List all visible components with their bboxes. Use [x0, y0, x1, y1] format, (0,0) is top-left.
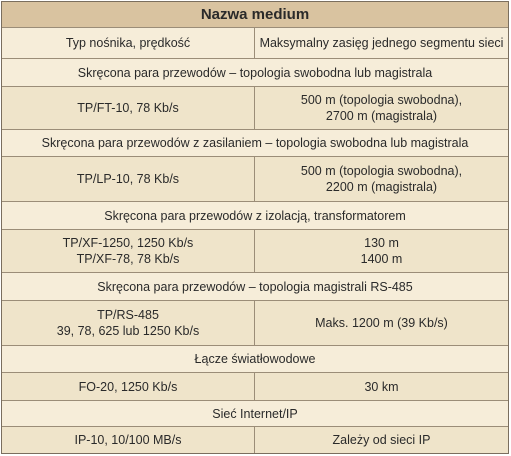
- table-row: [2, 301, 508, 346]
- table-row: [2, 87, 508, 130]
- range-line: 500 m (topologia swobodna),: [300, 93, 463, 107]
- range-cell: [255, 427, 508, 453]
- table-title-row: [2, 2, 508, 28]
- table-header-row: [2, 28, 508, 59]
- range-cell: [255, 230, 508, 272]
- range-cell: [255, 373, 508, 400]
- type-cell: [2, 301, 255, 345]
- range-line: 130 m: [364, 236, 399, 250]
- type-line: 39, 78, 625 lub 1250 Kb/s: [56, 324, 200, 338]
- header-range-label: Maksymalny zasięg jednego segmentu sieci: [259, 36, 504, 50]
- type-line: TP/RS-485: [97, 308, 159, 322]
- section-heading: Skręcona para przewodów z izolacją, transformatorem: [104, 208, 406, 223]
- section-heading: Skręcona para przewodów z zasilaniem – topologia swobodna lub magistrala: [41, 136, 469, 150]
- range-line: 2200 m (magistrala): [325, 180, 438, 194]
- section-heading-row: [2, 273, 508, 301]
- header-type-cell: [2, 28, 255, 58]
- header-range-cell: [255, 28, 508, 58]
- section-heading-row: [2, 130, 508, 157]
- range-line: 500 m (topologia swobodna),: [300, 164, 463, 178]
- table-title: Nazwa medium: [200, 6, 310, 23]
- range-line: Zależy od sieci IP: [332, 433, 431, 447]
- section-heading-row: [2, 346, 508, 373]
- table-row: [2, 427, 508, 453]
- table-row: [2, 157, 508, 202]
- type-line: TP/XF-78, 78 Kb/s: [76, 252, 180, 266]
- range-line: 30 km: [364, 379, 399, 394]
- section-heading: Skręcona para przewodów – topologia swobodna lub magistrala: [77, 65, 433, 80]
- type-cell: [2, 87, 255, 129]
- section-heading: Łącze światłowodowe: [194, 352, 316, 366]
- section-heading-row: [2, 202, 508, 230]
- section-heading: Skręcona para przewodów – topologia magistrali RS-485: [97, 279, 413, 294]
- type-line: TP/LP-10, 78 Kb/s: [76, 172, 180, 186]
- type-line: TP/XF-1250, 1250 Kb/s: [62, 236, 194, 250]
- table-row: [2, 230, 508, 273]
- range-line: 1400 m: [360, 252, 403, 266]
- media-table: [1, 1, 509, 454]
- section-heading-row: [2, 401, 508, 427]
- type-line: FO-20, 1250 Kb/s: [78, 379, 178, 394]
- type-cell: [2, 373, 255, 400]
- type-cell: [2, 427, 255, 453]
- type-line: TP/FT-10, 78 Kb/s: [77, 101, 179, 115]
- range-line: Maks. 1200 m (39 Kb/s): [315, 316, 448, 330]
- range-line: 2700 m (magistrala): [325, 109, 438, 123]
- type-cell: [2, 157, 255, 201]
- range-cell: [255, 301, 508, 345]
- type-line: IP-10, 10/100 MB/s: [74, 433, 182, 447]
- table-row: [2, 373, 508, 401]
- header-type-label: Typ nośnika, prędkość: [65, 36, 191, 50]
- section-heading: Sieć Internet/IP: [212, 406, 298, 421]
- section-heading-row: [2, 59, 508, 87]
- range-cell: [255, 87, 508, 129]
- range-cell: [255, 157, 508, 201]
- type-cell: [2, 230, 255, 272]
